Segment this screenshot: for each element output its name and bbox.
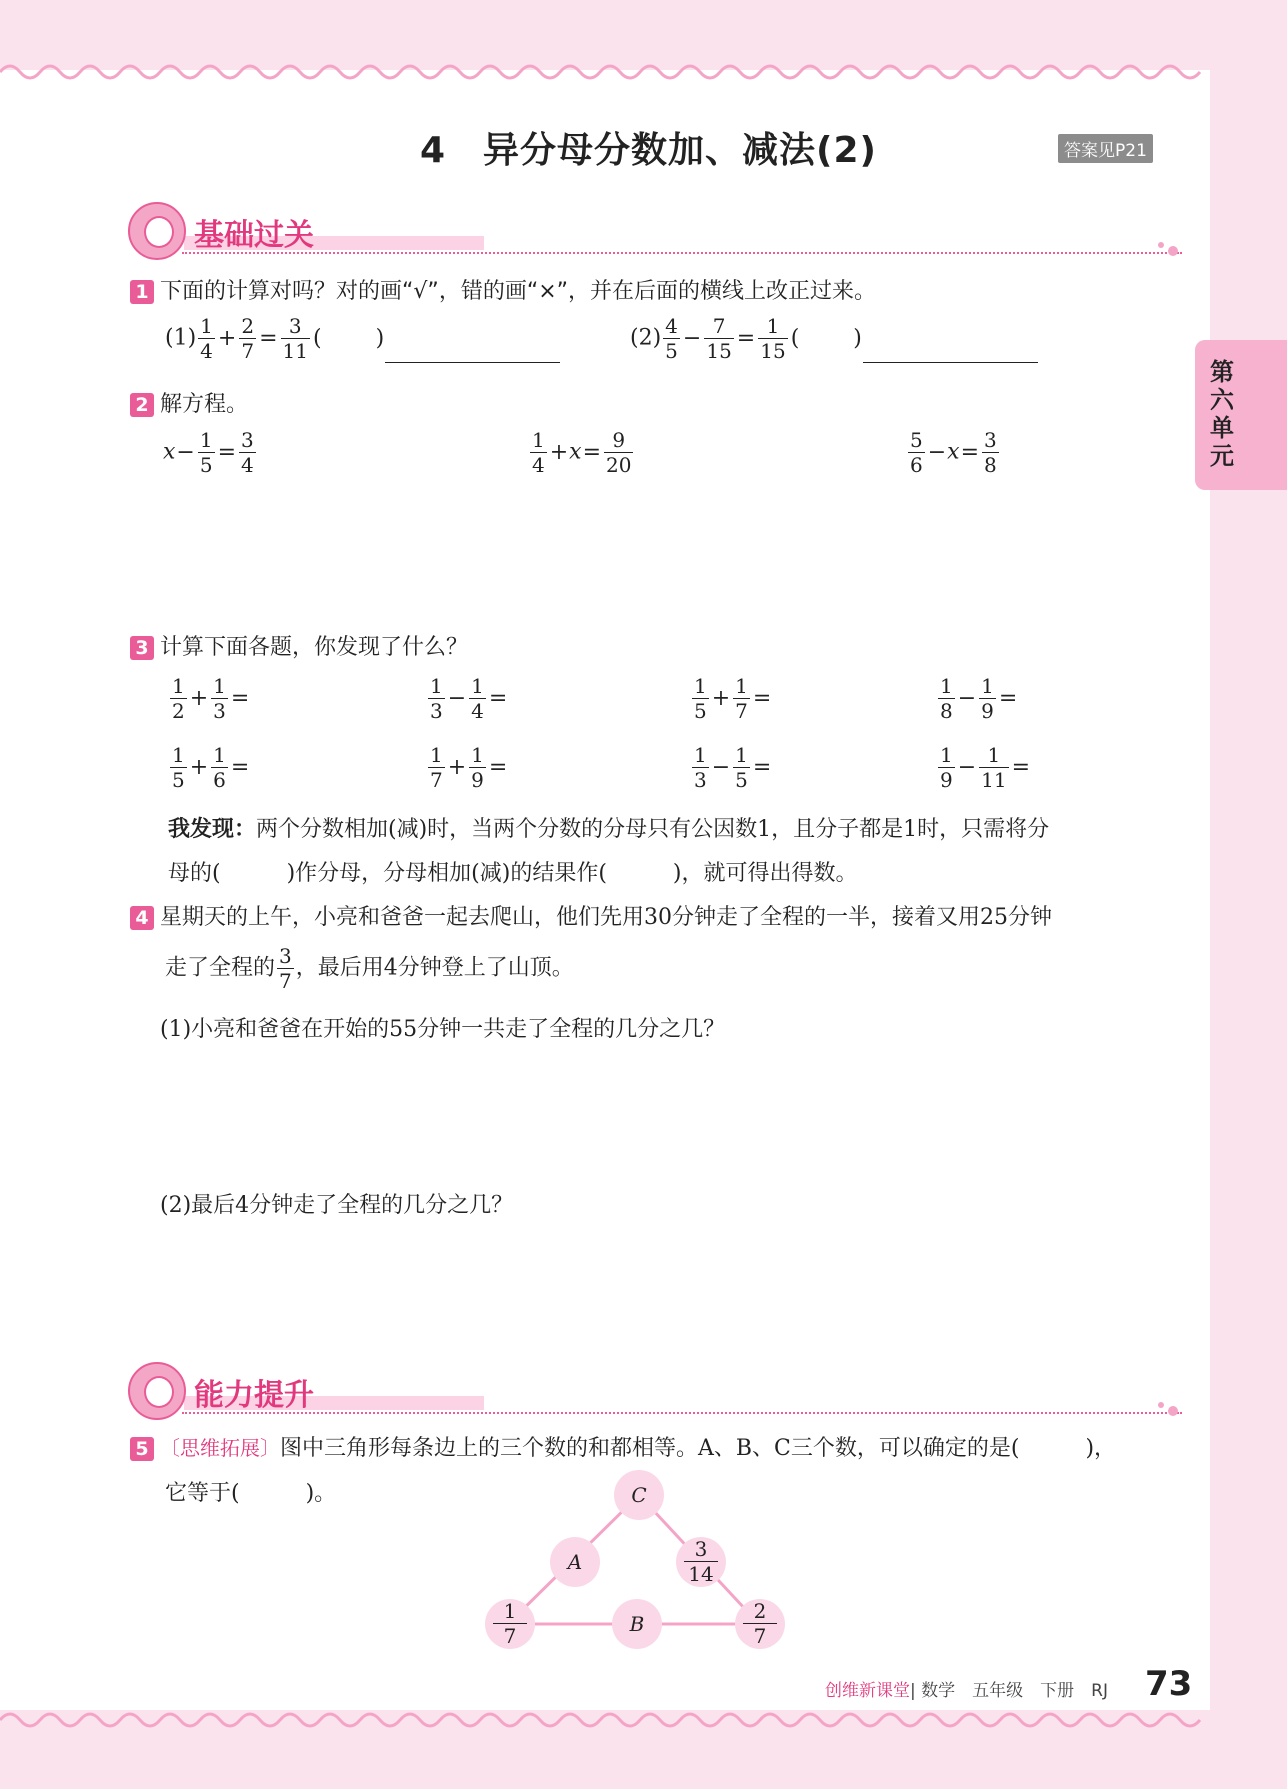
fraction: $\frac{1}{4}$ — [200, 314, 213, 363]
q3-expression: $\frac{1}{2}$ + $\frac{1}{3}$ = — [172, 674, 250, 723]
top-wave-border — [0, 52, 1287, 92]
q3-expression: $\frac{1}{5}$ + $\frac{1}{6}$ = — [172, 743, 250, 792]
question-2-prompt — [130, 387, 248, 418]
question-text: 走了全程的 — [165, 955, 276, 981]
question-number-badge: 2 — [130, 393, 154, 417]
mascot-avatar-icon — [128, 202, 186, 260]
divider-dot — [1168, 1406, 1178, 1416]
finding-line-2 — [168, 856, 858, 887]
question-4-line-2 — [165, 944, 574, 993]
q3-expression: $\frac{1}{8}$ − $\frac{1}{9}$ = — [940, 674, 1018, 723]
triangle-node-1-7: $\frac{1}{7}$ — [485, 1599, 535, 1649]
triangle-node-2-7: $\frac{2}{7}$ — [735, 1599, 785, 1649]
mascot-avatar-icon — [128, 1362, 186, 1420]
bottom-wave-border — [0, 1700, 1287, 1740]
q3-expression: $\frac{1}{3}$ − $\frac{1}{4}$ = — [430, 674, 508, 723]
question-5-prompt — [130, 1431, 1116, 1462]
correction-line[interactable] — [863, 334, 1038, 363]
footer-brand: 创维新课堂 — [825, 1681, 910, 1701]
question-text: 星期天的上午，小亮和爸爸一起去爬山，他们先用30分钟走了全程的一半，接着又用25分钟 — [160, 905, 1052, 930]
fraction: $\frac{5}{6}$ — [910, 428, 923, 477]
finding-text: 母的( )作分母，分母相加(减)的结果作( )，就可得出得数。 — [168, 861, 858, 886]
thinking-extension-tag: 〔思维拓展〕 — [160, 1436, 280, 1460]
question-3-prompt — [130, 630, 468, 661]
question-4-sub-2: (2)最后4分钟走了全程的几分之几？ — [160, 1193, 514, 1218]
question-text: 图中三角形每条边上的三个数的和都相等。A、B、C三个数，可以确定的是( )， — [280, 1436, 1117, 1461]
triangle-node-a: A — [550, 1537, 600, 1587]
section-header-advanced — [128, 1362, 1173, 1422]
question-number-badge: 3 — [130, 636, 154, 660]
fraction: $\frac{3}{8}$ — [984, 428, 997, 477]
question-number-badge: 5 — [130, 1437, 154, 1461]
question-number-badge: 1 — [130, 280, 154, 304]
divider-dot — [1158, 242, 1164, 248]
finding-line-1 — [168, 812, 1049, 843]
fraction: $\frac{1}{5}$ — [199, 428, 213, 477]
section-header-basic — [128, 202, 1173, 262]
page-footer — [825, 1676, 1108, 1701]
answer-reference-badge: 答案见P21 — [1058, 134, 1153, 163]
q1-expression-1: (1) $\frac{1}{4}$ + $\frac{2}{7}$ = $\frac{3}{11}$ ( ) — [165, 314, 560, 363]
section-title: 基础过关 — [194, 218, 314, 253]
question-5-line-2: 它等于( )。 — [165, 1481, 337, 1506]
equation-3: $\frac{5}{6}$ −x= $\frac{3}{8}$ — [910, 428, 997, 477]
section-title: 能力提升 — [194, 1378, 314, 1413]
q3-expression: $\frac{1}{3}$ − $\frac{1}{5}$ = — [694, 743, 772, 792]
question-4-sub-1: (1)小亮和爸爸在开始的55分钟一共走了全程的几分之几？ — [160, 1017, 726, 1042]
unit-side-tab-label: 第六单元 — [1210, 358, 1234, 470]
fraction: $\frac{2}{7}$ — [241, 314, 255, 363]
fraction: $\frac{3}{4}$ — [241, 428, 254, 477]
page-title: 4 异分母分数加、减法(2) — [420, 130, 878, 171]
question-number-badge: 4 — [130, 906, 154, 930]
question-text: 计算下面各题，你发现了什么？ — [160, 635, 469, 660]
question-text: ，最后用4分钟登上了山顶。 — [295, 955, 574, 981]
equation-1: x− $\frac{1}{5}$ = $\frac{3}{4}$ — [163, 428, 254, 477]
question-4-prompt — [130, 900, 1052, 931]
triangle-node-3-14: $\frac{3}{14}$ — [676, 1537, 726, 1587]
fraction: $\frac{3}{11}$ — [282, 314, 308, 363]
triangle-node-b: B — [612, 1599, 662, 1649]
dotted-divider — [182, 252, 1182, 254]
item-label: (1) — [165, 325, 197, 351]
dotted-divider — [182, 1412, 1182, 1414]
unit-side-tab — [1195, 340, 1287, 490]
finding-text: 两个分数相加(减)时，当两个分数的分母只有公因数1，且分子都是1时，只需将分 — [256, 817, 1050, 842]
question-text: 解方程。 — [160, 392, 249, 417]
fraction: $\frac{1}{15}$ — [760, 314, 786, 363]
footer-info: | 数学 五年级 下册 RJ — [910, 1681, 1108, 1701]
fraction: $\frac{1}{4}$ — [532, 428, 545, 477]
page-number: 73 — [1145, 1664, 1193, 1704]
q3-expression: $\frac{1}{9}$ − $\frac{1}{11}$ = — [940, 743, 1031, 792]
divider-dot — [1158, 1402, 1164, 1408]
question-text: 下面的计算对吗？对的画“√”，错的画“×”，并在后面的横线上改正过来。 — [160, 279, 877, 304]
finding-label: 我发现： — [168, 817, 257, 842]
fraction: $\frac{4}{5}$ — [665, 314, 678, 363]
item-label: (2) — [630, 325, 662, 351]
q3-expression: $\frac{1}{7}$ + $\frac{1}{9}$ = — [430, 743, 508, 792]
fraction: $\frac{3}{7}$ — [279, 944, 292, 993]
equation-2: $\frac{1}{4}$ +x= $\frac{9}{20}$ — [532, 428, 632, 477]
fraction: $\frac{9}{20}$ — [606, 428, 632, 477]
q3-expression: $\frac{1}{5}$ + $\frac{1}{7}$ = — [694, 674, 772, 723]
triangle-node-c: C — [614, 1470, 664, 1520]
divider-dot — [1168, 246, 1178, 256]
correction-line[interactable] — [385, 334, 560, 363]
fraction: $\frac{7}{15}$ — [706, 314, 732, 363]
q1-expression-2: (2) $\frac{4}{5}$ − $\frac{7}{15}$ = $\frac{1}{15}$ ( ) — [630, 314, 1038, 363]
question-1-prompt — [130, 274, 876, 305]
